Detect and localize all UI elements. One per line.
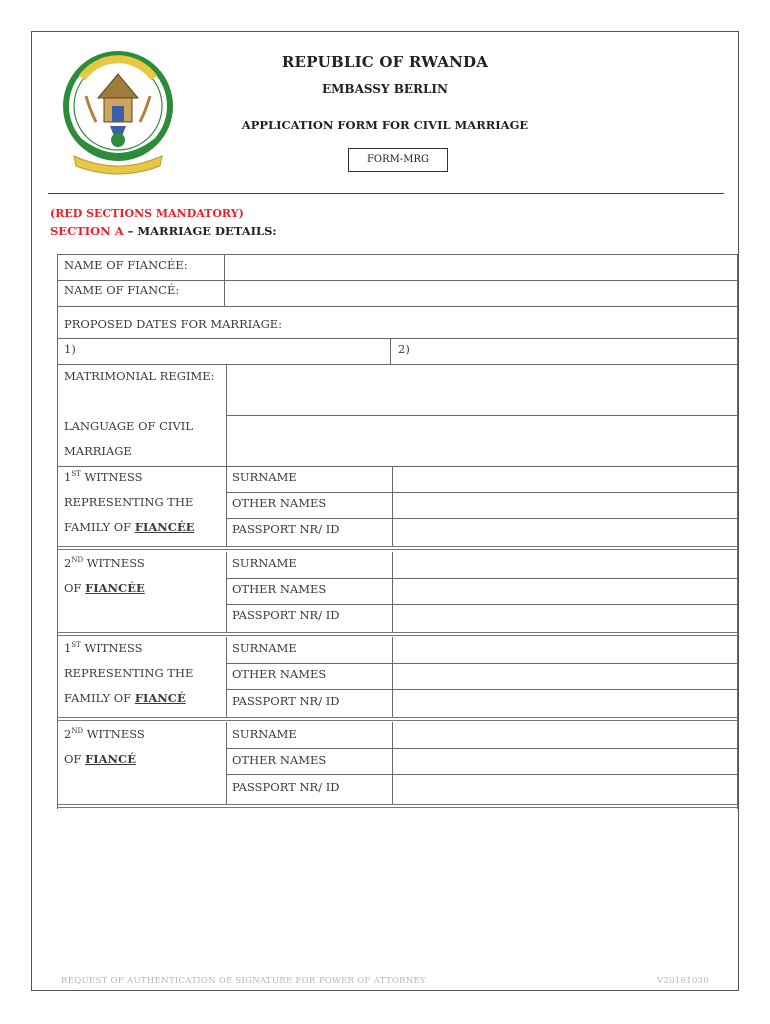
label-fiance-name: NAME OF FIANCÉ: (64, 283, 180, 297)
input-witness-3-other-names[interactable] (394, 665, 736, 688)
witness-4-passport-label: PASSPORT NR/ ID (232, 780, 340, 794)
input-date-2[interactable] (414, 340, 734, 363)
col-divider-witness (392, 637, 393, 717)
form-code-box: FORM-MRG (348, 148, 448, 172)
block-separator (57, 632, 738, 636)
row-line (226, 774, 738, 775)
row-line (226, 748, 738, 749)
input-date-1[interactable] (80, 340, 388, 363)
row-line (226, 492, 738, 493)
witness-1-label-line2: REPRESENTING THE (64, 495, 194, 509)
col-divider-witness (226, 722, 227, 804)
rwanda-coat-of-arms (60, 48, 176, 178)
witness-2-surname-label: SURNAME (232, 556, 297, 570)
witness-3-label-line3: FAMILY OF FIANCÉ (64, 691, 186, 705)
label-fiancee-name: NAME OF FIANCÉE: (64, 258, 188, 272)
row-line (226, 518, 738, 519)
col-divider-witness (392, 466, 393, 546)
input-witness-1-other-names[interactable] (394, 494, 736, 517)
row-line (57, 364, 738, 365)
section-a-heading (50, 224, 277, 238)
table-border-top (57, 254, 738, 255)
footer-left-text: REQUEST OF AUTHENTICATION OF SIGNATURE FOR POWER OF ATTORNEY (61, 976, 426, 986)
label-proposed-dates: PROPOSED DATES FOR MARRIAGE: (64, 317, 283, 331)
witness-3-surname-label: SURNAME (232, 641, 297, 655)
input-witness-3-surname[interactable] (394, 639, 736, 662)
input-witness-4-surname[interactable] (394, 724, 736, 747)
witness-4-label-line2: OF FIANCÉ (64, 752, 136, 766)
col-divider-witness (392, 552, 393, 632)
header-divider (48, 193, 724, 194)
table-border-bottom (57, 804, 738, 808)
col-divider-witness (226, 637, 227, 717)
input-language[interactable] (228, 417, 736, 465)
witness-3-label-line1: 1ST WITNESS (64, 641, 143, 655)
witness-2-other-names-label: OTHER NAMES (232, 582, 327, 596)
label-date-2: 2) (398, 342, 410, 356)
row-line (57, 466, 738, 467)
block-separator (57, 546, 738, 550)
row-line (226, 578, 738, 579)
witness-3-other-names-label: OTHER NAMES (232, 667, 327, 681)
section-a-prefix: SECTION A (50, 224, 124, 238)
input-matrimonial-regime[interactable] (228, 366, 736, 414)
embassy-title: EMBASSY BERLIN (322, 82, 448, 96)
witness-1-label-line1: 1ST WITNESS (64, 470, 143, 484)
input-witness-3-passport[interactable] (394, 691, 736, 716)
witness-4-other-names-label: OTHER NAMES (232, 753, 327, 767)
row-line (57, 280, 738, 281)
input-fiance-name[interactable] (226, 282, 736, 305)
label-language-line2: MARRIAGE (64, 444, 132, 458)
witness-1-other-names-label: OTHER NAMES (232, 496, 327, 510)
form-title: APPLICATION FORM FOR CIVIL MARRIAGE (241, 118, 529, 132)
row-line (57, 306, 738, 307)
witness-1-label-line3: FAMILY OF FIANCÉE (64, 520, 195, 534)
witness-4-label-line1: 2ND WITNESS (64, 727, 145, 741)
label-language-line1: LANGUAGE OF CIVIL (64, 419, 193, 433)
witness-2-label-line2: OF FIANCÉE (64, 581, 145, 595)
input-witness-2-surname[interactable] (394, 554, 736, 577)
label-matrimonial-regime: MATRIMONIAL REGIME: (64, 369, 215, 383)
witness-1-passport-label: PASSPORT NR/ ID (232, 522, 340, 536)
col-divider-witness (226, 552, 227, 632)
witness-4-surname-label: SURNAME (232, 727, 297, 741)
row-line (57, 338, 738, 339)
input-witness-2-other-names[interactable] (394, 580, 736, 603)
witness-2-passport-label: PASSPORT NR/ ID (232, 608, 340, 622)
input-fiancee-name[interactable] (226, 256, 736, 279)
col-divider-dates (390, 338, 391, 364)
mandatory-notice: (RED SECTIONS MANDATORY) (50, 207, 244, 220)
input-witness-4-other-names[interactable] (394, 750, 736, 773)
input-witness-2-passport[interactable] (394, 606, 736, 631)
row-line (226, 663, 738, 664)
row-line (226, 604, 738, 605)
input-witness-1-passport[interactable] (394, 520, 736, 545)
witness-2-label-line1: 2ND WITNESS (64, 556, 145, 570)
row-line (226, 689, 738, 690)
row-line (226, 415, 738, 416)
input-witness-1-surname[interactable] (394, 468, 736, 491)
witness-3-passport-label: PASSPORT NR/ ID (232, 694, 340, 708)
block-separator (57, 717, 738, 721)
footer-version: V20161030 (657, 976, 710, 986)
witness-1-surname-label: SURNAME (232, 470, 297, 484)
section-a-title: – MARRIAGE DETAILS: (123, 224, 277, 238)
col-divider-witness (226, 466, 227, 546)
country-title: REPUBLIC OF RWANDA (281, 53, 489, 71)
col-divider-witness (392, 722, 393, 804)
input-witness-4-passport[interactable] (394, 776, 736, 803)
label-date-1: 1) (64, 342, 76, 356)
witness-3-label-line2: REPRESENTING THE (64, 666, 194, 680)
